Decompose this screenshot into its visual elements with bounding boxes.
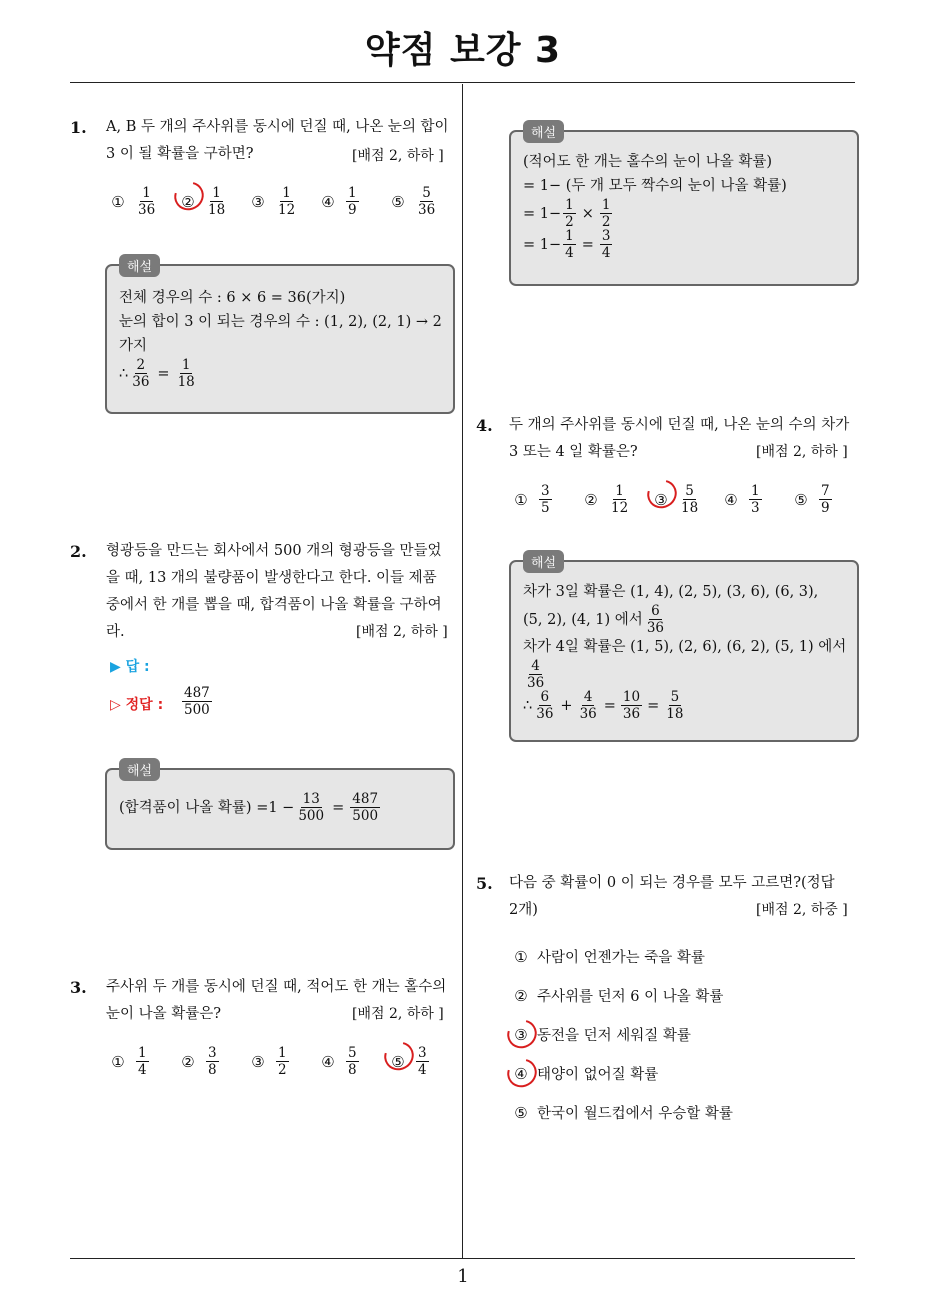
- choice-mark: ③: [251, 192, 265, 211]
- choice-text: 주사위를 던저 6 이 나올 확률: [537, 989, 724, 1005]
- choice-mark: ③: [514, 1025, 528, 1044]
- choice-item[interactable]: [513, 946, 705, 967]
- fraction: $\frac{6}{36}$: [646, 603, 664, 636]
- fraction: $\frac{1}{2}$: [278, 1045, 287, 1078]
- header-divider: [70, 82, 855, 83]
- solution-line: (5, 2), (4, 1) 에서 $\frac{6}{36}$: [523, 603, 664, 636]
- choice-list: [110, 1046, 460, 1077]
- fraction: $\frac{4}{36}$: [579, 689, 597, 722]
- solution-line: 차가 3일 확률은 (1, 4), (2, 5), (3, 6), (6, 3),: [523, 584, 819, 600]
- choice-item[interactable]: [250, 186, 320, 217]
- fraction: $\frac{13}{500}$: [298, 791, 325, 824]
- choice-mark: ④: [321, 192, 335, 211]
- solution-line: (적어도 한 개는 홀수의 눈이 나올 확률): [523, 154, 773, 170]
- fraction: $\frac{2}{36}$: [132, 357, 150, 390]
- choice-item[interactable]: [250, 1046, 320, 1077]
- choice-item[interactable]: [180, 1046, 250, 1077]
- fraction: $\frac{6}{36}$: [536, 689, 554, 722]
- choice-item[interactable]: [583, 484, 653, 515]
- question-meta: [배점 2, 하하 ]: [756, 444, 848, 460]
- choice-list: [513, 484, 863, 515]
- solution-line: = 1− $\frac{1}{2}$ × $\frac{1}{2}$: [523, 197, 611, 230]
- solution-box: [509, 126, 859, 286]
- solution-line: ∴ $\frac{2}{36}$ = $\frac{1}{18}$: [119, 357, 195, 390]
- choice-mark: ②: [584, 490, 598, 509]
- question-number: 1.: [70, 118, 87, 137]
- choice-mark: ①: [514, 490, 528, 509]
- fraction: $\frac{3}{4}$: [418, 1045, 427, 1078]
- choice-item[interactable]: [320, 186, 390, 217]
- choice-mark: ③: [251, 1052, 265, 1071]
- solution-line: = 1− (두 개 모두 짝수의 눈이 나올 확률): [523, 178, 787, 194]
- choice-item[interactable]: [320, 1046, 390, 1077]
- choice-mark: ①: [111, 1052, 125, 1071]
- fraction: $\frac{1}{4}$: [138, 1045, 147, 1078]
- choice-item[interactable]: [513, 484, 583, 515]
- fraction: $\frac{1}{2}$: [565, 197, 574, 230]
- choice-mark: ④: [724, 490, 738, 509]
- choice-text: 사람이 언젠가는 죽을 확률: [537, 950, 705, 966]
- fraction: $\frac{5}{18}$: [666, 689, 684, 722]
- choice-item[interactable]: [653, 484, 723, 515]
- solution-line: = 1− $\frac{1}{4}$ = $\frac{3}{4}$: [523, 228, 611, 261]
- solution-box: [509, 556, 859, 742]
- solution-line: ∴ $\frac{6}{36}$ + $\frac{4}{36}$ = $\frac{10}{36}$ = $\frac{5}{18}$: [523, 689, 684, 722]
- choice-mark: ⑤: [391, 192, 405, 211]
- fraction: $\frac{1}{18}$: [208, 185, 226, 218]
- page-title: 약점 보강 3: [364, 30, 562, 71]
- choice-text: 한국이 월드컵에서 우승할 확률: [537, 1106, 733, 1122]
- fraction: $\frac{3}{8}$: [208, 1045, 217, 1078]
- choice-mark: ①: [514, 947, 528, 966]
- fraction: $\frac{1}{2}$: [601, 197, 611, 230]
- solution-label: 해설: [523, 550, 564, 573]
- answer-label: ▶ 답 :: [110, 659, 150, 675]
- solution-label: 해설: [119, 254, 160, 277]
- choice-item[interactable]: [793, 484, 863, 515]
- fraction: $\frac{1}{12}$: [278, 185, 296, 218]
- choice-mark: ④: [514, 1064, 528, 1083]
- choice-item[interactable]: [390, 1046, 460, 1077]
- question-number: 5.: [476, 874, 493, 893]
- correct-answer-label: ▷ 정답 :: [110, 697, 164, 713]
- choice-item[interactable]: [110, 186, 180, 217]
- choice-item[interactable]: [513, 1024, 691, 1045]
- choice-text: 동전을 던저 세워질 확률: [537, 1028, 691, 1044]
- choice-item[interactable]: [110, 1046, 180, 1077]
- fraction: $\frac{1}{9}$: [348, 185, 357, 218]
- solution-label: 해설: [523, 120, 564, 143]
- question-number: 2.: [70, 542, 87, 561]
- solution-line: [523, 659, 846, 690]
- solution-box: [105, 260, 455, 414]
- question-meta: [배점 2, 하하 ]: [356, 624, 448, 640]
- question-number: 3.: [70, 978, 87, 997]
- question-number: 4.: [476, 416, 493, 435]
- solution-line: 차가 4일 확률은 (1, 5), (2, 6), (6, 2), (5, 1) 에서: [523, 639, 847, 655]
- fraction: $\frac{5}{36}$: [418, 185, 436, 218]
- fraction: $\frac{5}{18}$: [681, 483, 699, 516]
- column-divider: [462, 84, 463, 1258]
- fraction: $\frac{1}{3}$: [751, 483, 760, 516]
- choice-mark: ②: [181, 192, 195, 211]
- footer-divider: [70, 1258, 855, 1259]
- fraction: $\frac{3}{5}$: [541, 483, 550, 516]
- fraction: $\frac{1}{4}$: [565, 228, 574, 261]
- fraction: $\frac{5}{8}$: [348, 1045, 357, 1078]
- solution-label: 해설: [119, 758, 160, 781]
- answer-circle-mark: [502, 1014, 542, 1053]
- choice-mark: ②: [514, 986, 528, 1005]
- solution-line: 가지: [119, 338, 148, 354]
- choice-mark: ①: [111, 192, 125, 211]
- choice-mark: ⑤: [794, 490, 808, 509]
- choice-item[interactable]: [723, 484, 793, 515]
- question-text: 두 개의 주사위를 동시에 던질 때, 나온 눈의 수의 차가 3 또는 4 일 확률은?: [509, 417, 850, 460]
- solution-line: 눈의 합이 3 이 되는 경우의 수 : (1, 2), (2, 1) → 2: [119, 314, 442, 330]
- question-text: 주사위 두 개를 동시에 던질 때, 적어도 한 개는 홀수의 눈이 나올 확률은?: [106, 979, 447, 1022]
- fraction: $\frac{1}{18}$: [177, 357, 195, 390]
- correct-answer-value: $\frac{487}{500}$: [184, 685, 210, 718]
- page-number: 1: [457, 1266, 469, 1287]
- choice-mark: ③: [654, 490, 668, 509]
- choice-item[interactable]: [513, 1102, 733, 1123]
- choice-item[interactable]: [390, 186, 460, 217]
- fraction: $\frac{4}{36}$: [527, 658, 545, 691]
- fraction: $\frac{1}{12}$: [611, 483, 629, 516]
- solution-line: (합격품이 나올 확률) =1 − $\frac{13}{500}$ = $\frac{487}{500}$: [119, 791, 379, 824]
- choice-mark: ②: [181, 1052, 195, 1071]
- question-text: 형광등을 만드는 회사에서 500 개의 형광등을 만들었 을 때, 13 개의 불량품이 발생한다고 한다. 이들 제품 중에서 한 개를 뽑을 때, 합격품이 나올 확률을 구하여 라.: [106, 543, 442, 640]
- choice-text: 태양이 없어질 확률: [537, 1067, 659, 1083]
- choice-item[interactable]: [513, 1063, 658, 1084]
- answer-circle-mark: [502, 1053, 542, 1092]
- question-meta: [배점 2, 하하 ]: [352, 148, 444, 164]
- question-meta: [배점 2, 하중 ]: [756, 902, 848, 918]
- choice-list: [110, 186, 460, 217]
- question-meta: [배점 2, 하하 ]: [352, 1006, 444, 1022]
- question-text: 다음 중 확률이 0 이 되는 경우를 모두 고르면?(정답 2개): [509, 875, 835, 918]
- choice-mark: ④: [321, 1052, 335, 1071]
- fraction: $\frac{10}{36}$: [622, 689, 641, 722]
- fraction: $\frac{1}{36}$: [138, 185, 156, 218]
- fraction: $\frac{7}{9}$: [821, 483, 830, 516]
- solution-line: 전체 경우의 수 : 6 × 6 = 36(가지): [119, 290, 346, 306]
- solution-box: [105, 764, 455, 850]
- choice-item[interactable]: [180, 186, 250, 217]
- question-text: A, B 두 개의 주사위를 동시에 던질 때, 나온 눈의 합이 3 이 될 확률을 구하면?: [106, 119, 449, 162]
- choice-mark: ⑤: [514, 1103, 528, 1122]
- fraction: $\frac{3}{4}$: [601, 228, 611, 261]
- choice-mark: ⑤: [391, 1052, 405, 1071]
- choice-item[interactable]: [513, 985, 723, 1006]
- fraction: $\frac{487}{500}$: [352, 791, 379, 824]
